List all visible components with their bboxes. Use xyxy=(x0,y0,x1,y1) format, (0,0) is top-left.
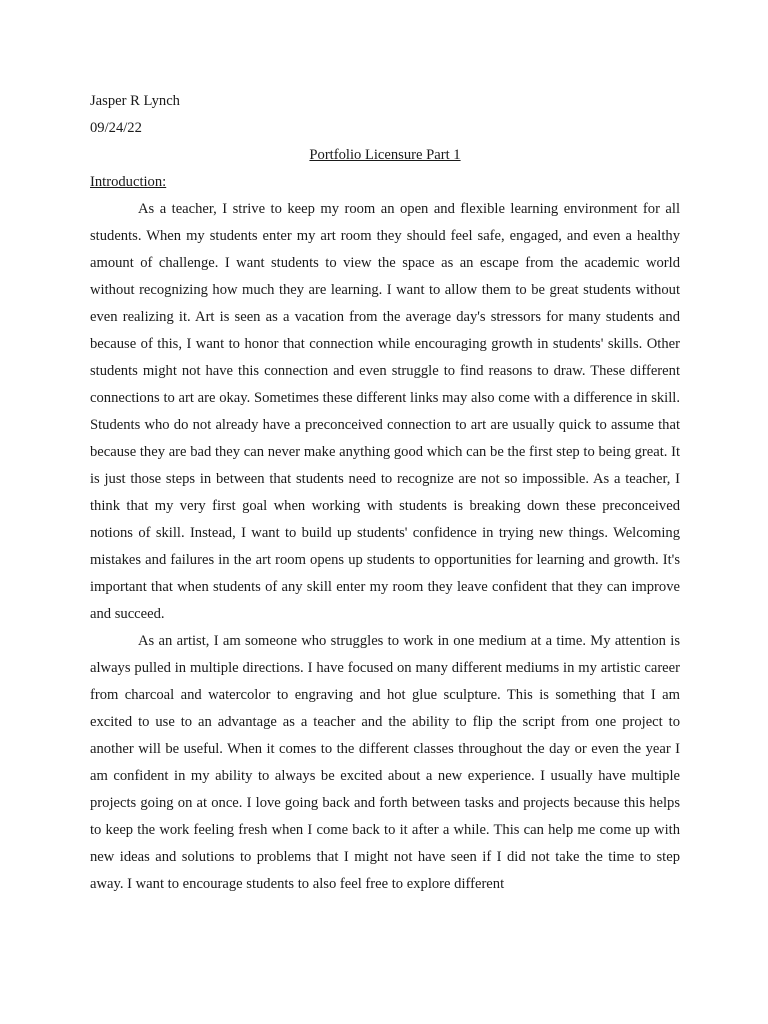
document-date: 09/24/22 xyxy=(90,120,142,136)
document-body xyxy=(90,88,680,898)
paragraph-1: As a teacher, I strive to keep my room an open and flexible learning environment for all students. When my students enter my art room they should feel safe, engaged, and even a healthy amount of challenge. I want students to view the space as an escape from the academic world without recognizing how much they are learning. I want to allow them to be great students without even realizing it. Art is seen as a vacation from the average day's stressors for many students and because of this, I want to honor that connection while encouraging growth in students' skills. Other students might not have this connection and even struggle to find reasons to draw. These different connections to art are okay. Sometimes these different links may also come with a difference in skill. Students who do not already have a preconceived connection to art are usually quick to assume that because they are bad they can never make anything good which can be the first step to being great. It is just those steps in between that students need to recognize are not so impossible. As a teacher, I think that my very first goal when working with students is breaking down these preconceived notions of skill. Instead, I want to build up students' confidence in trying new things. Welcoming mistakes and failures in the art room opens up students to opportunities for learning and growth. It's important that when students of any skill enter my room they leave confident that they can improve and succeed. xyxy=(90,201,680,622)
paragraph-2: As an artist, I am someone who struggles to work in one medium at a time. My attention is always pulled in multiple directions. I have focused on many different mediums in my artistic career from charcoal and watercolor to engraving and hot glue sculpture. This is something that I am excited to use to an advantage as a teacher and the ability to flip the script from one project to another will be useful. When it comes to the different classes throughout the day or even the year I am confident in my ability to always be excited about a new experience. I usually have multiple projects going on at once. I love going back and forth between tasks and projects because this helps to keep the work feeling fresh when I come back to it after a while. This can help me come up with new ideas and solutions to problems that I might not have seen if I did not take the time to step away. I want to encourage students to also feel free to explore different xyxy=(90,633,680,892)
document-title: Portfolio Licensure Part 1 xyxy=(309,147,461,163)
author-name: Jasper R Lynch xyxy=(90,93,180,109)
section-heading: Introduction: xyxy=(90,174,167,190)
